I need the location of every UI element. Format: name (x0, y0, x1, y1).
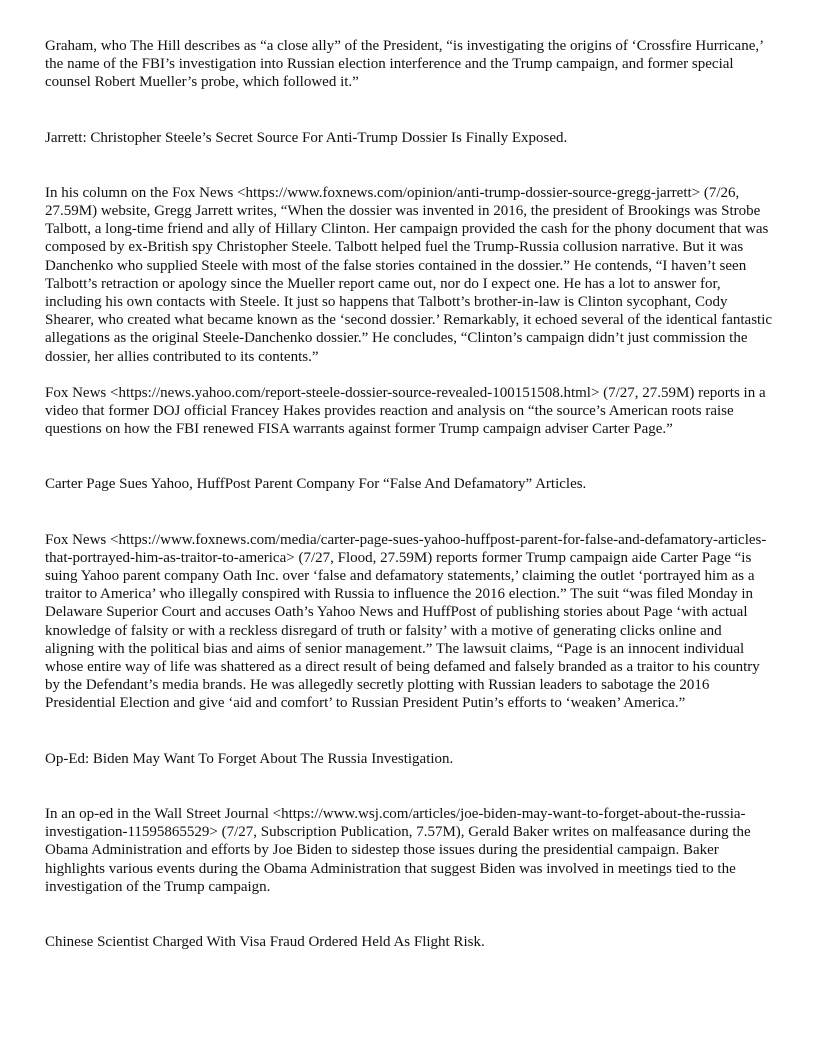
headline-biden-oped: Op-Ed: Biden May Want To Forget About The Russia Investigation. (45, 750, 454, 767)
paragraph-jarrett-column: In his column on the Fox News <https://www.foxnews.com/opinion/anti-trump-dossier-source-gregg-jarrett> (7/26, 27.59M) website, Gregg Jarrett writes, “When the dossier was invented in 2016, the president of Brookings was Strobe Talbott, a long-time friend and ally of Hillary Clinton. Her campaign provided the cash for the phony document that was composed by ex-British spy Christopher Steele. Talbott helped fuel the Trump-Russia collusion narrative. But it was Danchenko who supplied Steele with most of the false stories contained in the dossier.” He contends, “I haven’t seen Talbott’s retraction or apology since the Mueller report came out, nor do I expect one. He has a lot to answer for, including his own contacts with Steele. It just so happens that Talbott’s brother-in-law is Clinton sycophant, Cody Shearer, who created what became known as the ‘second dossier.’ Remarkably, it echoed several of the identical fantastic allegations as the original Steele-Danchenko dossier.” He concludes, “Clinton’s campaign didn’t just commission the dossier, her allies contributed to its contents.” (45, 184, 773, 365)
paragraph-carter-page-suit: Fox News <https://www.foxnews.com/media/carter-page-sues-yahoo-huffpost-parent-for-false-and-defamatory-articles-that-portrayed-him-as-traitor-to-america> (7/27, Flood, 27.59M) reports former Trump campaign aide Carter Page “is suing Yahoo parent company Oath Inc. over ‘false and defamatory statements,’ claiming the outlet ‘portrayed him as a traitor to America’ who illegally conspired with Russia to influence the 2016 election.” The suit “was filed Monday in Delaware Superior Court and accuses Oath’s Yahoo News and HuffPost of publishing stories about Page ‘with actual knowledge of falsity or with a reckless disregard of truth or falsity’ with a motive of generating clicks online and aligning with the political bias and aims of senior management.” The lawsuit claims, “Page is an innocent individual whose entire way of life was shattered as a direct result of being defamed and falsely branded as a traitor to his country by the Defendant’s media brands. He was allegedly secretly plotting with Russian leaders to sabotage the 2016 Presidential Election and give ‘aid and comfort’ to Russian President Putin’s efforts to ‘weaken’ America.” (45, 531, 767, 712)
document-page (45, 37, 773, 951)
headline-jarrett: Jarrett: Christopher Steele’s Secret Source For Anti-Trump Dossier Is Finally Exposed. (45, 129, 568, 146)
spacer (45, 713, 773, 750)
spacer (45, 494, 773, 531)
paragraph-graham: Graham, who The Hill describes as “a close ally” of the President, “is investigating the origins of ‘Crossfire Hurricane,’ the name of the FBI’s investigation into Russian election interference and the Trump campaign, and former special counsel Robert Mueller’s probe, which followed it.” (45, 38, 763, 91)
headline-carter-page: Carter Page Sues Yahoo, HuffPost Parent Company For “False And Defamatory” Articles. (45, 476, 587, 493)
spacer (45, 92, 773, 129)
spacer (45, 768, 773, 805)
paragraph-fox-video: Fox News <https://news.yahoo.com/report-steele-dossier-source-revealed-100151508.html> (7/27, 27.59M) reports in a video that former DOJ official Francey Hakes provides reaction and analysis on “the source’s American roots raise questions on how the FBI renewed FISA warrants against former Trump campaign adviser Carter Page.” (45, 384, 766, 438)
spacer (45, 896, 773, 933)
paragraph-wsj-oped: In an op-ed in the Wall Street Journal <https://www.wsj.com/articles/joe-biden-may-want-to-forget-about-the-russia-investigation-11595865529> (7/27, Subscription Publication, 7.57M), Gerald Baker writes on malfeasance during the Obama Administration and efforts by Joe Biden to sidestep those issues during the presidential campaign. Baker highlights various events during the Obama Administration that suggest Biden was involved in meetings tied to the investigation of the Trump campaign. (45, 805, 751, 895)
spacer (45, 438, 773, 475)
spacer (45, 147, 773, 184)
headline-chinese-scientist: Chinese Scientist Charged With Visa Fraud Ordered Held As Flight Risk. (45, 933, 485, 950)
spacer (45, 366, 773, 384)
